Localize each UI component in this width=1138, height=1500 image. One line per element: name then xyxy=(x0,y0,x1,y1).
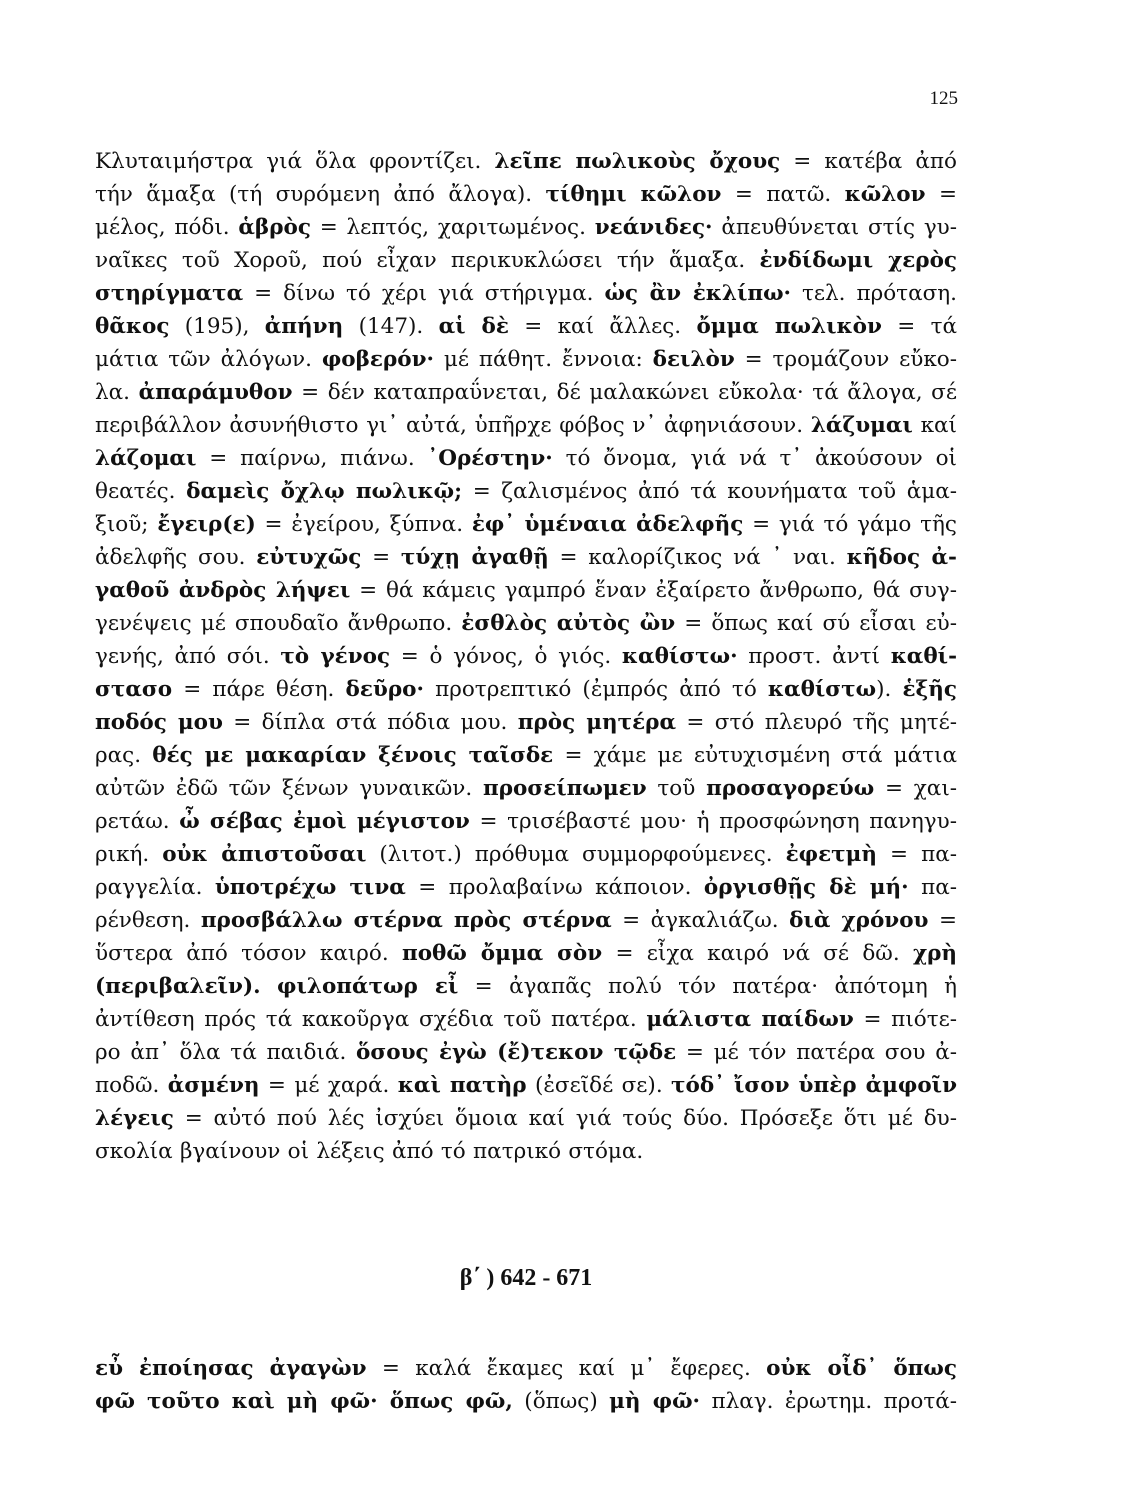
lemma-term: δειλὸν xyxy=(652,347,735,372)
gloss-text: = τρομάζουν εὔκο- xyxy=(734,347,957,372)
gloss-text: = xyxy=(928,908,957,933)
lemma-term: λεῖπε πωλικοὺς ὄχους xyxy=(494,149,781,174)
text-line xyxy=(95,541,957,574)
page-content xyxy=(95,145,958,1414)
lemma-term: λάζυμαι xyxy=(810,413,913,438)
lemma-term: λάζομαι xyxy=(95,446,197,471)
gloss-text: προστ. ἀντί xyxy=(737,644,891,669)
gloss-text: = πάρε θέση. xyxy=(172,677,346,702)
text-line xyxy=(95,1003,957,1036)
lemma-term: ἔγειρ(ε) xyxy=(157,512,256,537)
gloss-text: = εἶχα καιρό νά σέ δῶ. xyxy=(602,941,913,966)
text-line xyxy=(95,211,957,244)
lemma-term: χρὴ xyxy=(912,941,958,966)
lemma-term: προσβάλλω στέρνα πρὸς στέρνα xyxy=(200,908,612,933)
text-line xyxy=(95,508,957,541)
gloss-text: περιβάλλον ἀσυνήθιστο γι᾽ αὐτά, ὑπῆρχε φόβος ν᾽ ἀφηνιάσουν. xyxy=(95,413,811,438)
gloss-text: = μέ τόν πατέρα σου ἀ- xyxy=(676,1040,957,1065)
gloss-text: = πατῶ. xyxy=(721,182,845,207)
lemma-term: προσαγορεύω xyxy=(706,776,875,801)
lemma-term: διὰ χρόνου xyxy=(789,908,929,933)
gloss-text: = δέν καταπραΰνεται, δέ μαλακώνει εὔκολα· τά ἄλογα, σέ xyxy=(292,380,957,405)
lemma-term: οὐκ ἀπιστοῦσαι xyxy=(162,842,367,867)
gloss-text: = μέ χαρά. xyxy=(259,1073,398,1098)
gloss-text: ἀντίθεση πρός τά κακοῦργα σχέδια τοῦ πατέρα. xyxy=(95,1007,647,1032)
gloss-text: = ὁ γόνος, ὁ γιός. xyxy=(390,644,622,669)
gloss-text: = καί ἄλλες. xyxy=(508,314,697,339)
text-line xyxy=(95,871,957,904)
gloss-text: = θά κάμεις γαμπρό ἕναν ἐξαίρετο ἄνθρωπο, θά συγ- xyxy=(350,578,957,603)
lemma-term: ἐνδίδωμι χερὸς xyxy=(759,248,958,273)
lemma-term: ἀσμένη xyxy=(167,1073,260,1098)
gloss-text: = πιότε- xyxy=(853,1007,957,1032)
text-line xyxy=(95,1102,957,1135)
lemma-term: γαθοῦ ἀνδρὸς λήψει xyxy=(95,578,351,603)
text-line xyxy=(95,838,957,871)
gloss-text: (195), xyxy=(169,314,265,339)
text-line xyxy=(95,706,957,739)
lemma-term: μὴ φῶ· xyxy=(609,1389,701,1414)
text-line xyxy=(95,442,957,475)
gloss-text: = δίνω τό χέρι γιά στήριγμα. xyxy=(243,281,605,306)
gloss-text: = καλά ἔκαμες καί μ᾽ ἔφερες. xyxy=(366,1356,767,1381)
lemma-term: λέγεις xyxy=(95,1106,174,1131)
lemma-term: ὅσους ἐγὼ (ἔ)τεκον τῷδε xyxy=(356,1040,677,1065)
gloss-text: = xyxy=(361,545,401,570)
lemma-term: φοβερόν· xyxy=(321,347,435,372)
lemma-term: νεάνιδες· xyxy=(594,215,713,240)
gloss-text: γενέψεις μέ σπουδαῖο ἄνθρωπο. xyxy=(95,611,462,636)
gloss-text: μέλος, πόδι. xyxy=(95,215,239,240)
text-line xyxy=(95,343,957,376)
gloss-text: πα- xyxy=(908,875,957,900)
gloss-text: τό ὄνομα, γιά νά τ᾽ ἀκούσουν οἱ xyxy=(552,446,957,471)
gloss-text: = ὅπως καί σύ εἶσαι εὐ- xyxy=(675,611,957,636)
lemma-term: ὄμμα πωλικὸν xyxy=(696,314,882,339)
lemma-term: πρὸς μητέρα xyxy=(517,710,677,735)
text-line xyxy=(95,607,957,640)
gloss-text: γενής, ἀπό σόι. xyxy=(95,644,281,669)
gloss-text: ρο ἀπ᾽ ὅλα τά παιδιά. xyxy=(95,1040,357,1065)
gloss-text: σκολία βγαίνουν οἱ λέξεις ἀπό τό πατρικό στόμα. xyxy=(95,1139,644,1164)
lemma-term: (περιβαλεῖν). xyxy=(95,974,261,999)
gloss-text: = δίπλα στά πόδια μου. xyxy=(222,710,518,735)
gloss-text: καί xyxy=(912,413,957,438)
gloss-text: ρένθεση. xyxy=(95,908,201,933)
gloss-text: προτρεπτικό (ἐμπρός ἀπό τό xyxy=(423,677,768,702)
commentary-paragraph-1 xyxy=(95,145,957,1168)
gloss-text: ξιοῦ; xyxy=(95,512,158,537)
gloss-text: (λιτοτ.) πρόθυμα συμμορφούμενες. xyxy=(366,842,786,867)
lemma-term: τύχῃ ἀγαθῇ xyxy=(400,545,549,570)
lemma-term: τὸ γένος xyxy=(280,644,391,669)
gloss-text: ἀπευθύνεται στίς γυ- xyxy=(712,215,958,240)
gloss-text: λα. xyxy=(95,380,139,405)
lemma-term: ᾽Ορέστην· xyxy=(427,446,553,471)
gloss-text: ἀδελφῆς σου. xyxy=(95,545,257,570)
text-line xyxy=(95,376,957,409)
gloss-text: ναῖκες τοῦ Χοροῦ, πού εἶχαν περικυκλώσει τήν ἅμαξα. xyxy=(95,248,760,273)
lemma-term: ἐφετμὴ xyxy=(785,842,878,867)
gloss-text: ρετάω. xyxy=(95,809,180,834)
lemma-term: φῶ τοῦτο καὶ μὴ φῶ· ὅπως φῶ, xyxy=(95,1389,513,1414)
gloss-text: = ἀγαπᾶς πολύ τόν πατέρα· ἀπότομη ἡ xyxy=(458,974,958,999)
text-line xyxy=(95,145,957,178)
gloss-text: (ὅπως) xyxy=(512,1389,610,1414)
text-line xyxy=(95,1135,957,1168)
lemma-term: ἀπαράμυθον xyxy=(138,380,293,405)
lemma-term: τόδ᾽ ἴσον ὑπὲρ ἀμφοῖν xyxy=(671,1073,957,1098)
lemma-term: ὑποτρέχω τινα xyxy=(214,875,406,900)
gloss-text: ραγγελία. xyxy=(95,875,215,900)
gloss-text: μάτια τῶν ἀλόγων. xyxy=(95,347,322,372)
text-line xyxy=(95,1036,957,1069)
lemma-term: στηρίγματα xyxy=(95,281,244,306)
text-line xyxy=(95,310,957,343)
lemma-term: μάλιστα παίδων xyxy=(646,1007,854,1032)
text-line xyxy=(95,805,957,838)
lemma-term: αἱ δὲ xyxy=(438,314,509,339)
lemma-term: ἐφ᾽ ὑμέναια ἀδελφῆς xyxy=(471,512,744,537)
lemma-term: στασο xyxy=(95,677,173,702)
lemma-term: κῶλον xyxy=(844,182,926,207)
lemma-term: καθίστω xyxy=(767,677,877,702)
gloss-text: τήν ἅμαξα (τή συρόμενη ἀπό ἄλογα). xyxy=(95,182,546,207)
text-line xyxy=(95,409,957,442)
lemma-term: ποδός μου xyxy=(95,710,223,735)
lemma-term: ὡς ἂν ἐκλίπω· xyxy=(604,281,792,306)
gloss-text: = παίρνω, πιάνω. xyxy=(196,446,428,471)
lemma-term: καὶ πατὴρ xyxy=(397,1073,527,1098)
lemma-term: εὖ ἐποίησας ἀγαγὼν xyxy=(95,1356,367,1381)
text-line xyxy=(95,937,957,970)
gloss-text: = λεπτός, χαριτωμένος. xyxy=(310,215,595,240)
text-line xyxy=(95,970,957,1003)
gloss-text: τελ. πρόταση. xyxy=(791,281,957,306)
text-line xyxy=(95,739,957,772)
gloss-text: = ζαλισμένος ἀπό τά κουνήματα τοῦ ἁμα- xyxy=(462,479,957,504)
text-line xyxy=(95,640,957,673)
gloss-text: θεατές. xyxy=(95,479,187,504)
gloss-text: μέ πάθητ. ἔννοια: xyxy=(434,347,653,372)
lemma-term: ἁβρὸς xyxy=(238,215,311,240)
gloss-text: Κλυταιμήστρα γιά ὅλα φροντίζει. xyxy=(95,149,495,174)
lemma-term: καθίστω· xyxy=(621,644,738,669)
gloss-text: ρας. xyxy=(95,743,153,768)
lemma-term: ποθῶ ὄμμα σὸν xyxy=(401,941,603,966)
gloss-text: = στό πλευρό τῆς μητέ- xyxy=(676,710,957,735)
lemma-term: ἐσθλὸς αὐτὸς ὢν xyxy=(461,611,676,636)
lemma-term: ὦ σέβας ἐμοὶ μέγιστον xyxy=(179,809,470,834)
lemma-term: θές με μακαρίαν ξένοις ταῖσδε xyxy=(152,743,554,768)
text-line xyxy=(95,1352,957,1385)
gloss-text: πλαγ. ἐρωτημ. προτά- xyxy=(700,1389,957,1414)
gloss-text: = ἐγείρου, ξύπνα. xyxy=(255,512,472,537)
gloss-text: = xyxy=(925,182,957,207)
lemma-term: οὐκ οἶδ᾽ ὅπως xyxy=(766,1356,957,1381)
lemma-term: εὐτυχῶς xyxy=(256,545,362,570)
gloss-text xyxy=(261,974,277,999)
text-line xyxy=(95,244,957,277)
gloss-text: = πα- xyxy=(877,842,957,867)
gloss-text: = κατέβα ἀπό xyxy=(780,149,957,174)
text-line xyxy=(95,1069,957,1102)
lemma-term: ἑξῆς xyxy=(902,677,957,702)
gloss-text: = γιά τό γάμο τῆς xyxy=(743,512,957,537)
lemma-term: τίθημι κῶλον xyxy=(545,182,722,207)
lemma-term: κῆδος ἀ- xyxy=(846,545,957,570)
gloss-text: ὕστερα ἀπό τόσον καιρό. xyxy=(95,941,402,966)
gloss-text: ). xyxy=(876,677,903,702)
gloss-text: = ἀγκαλιάζω. xyxy=(611,908,790,933)
text-line xyxy=(95,475,957,508)
gloss-text: = τρισέβαστέ μου· ἡ προσφώνηση πανηγυ- xyxy=(469,809,957,834)
lemma-term: προσείπωμεν xyxy=(482,776,647,801)
gloss-text: = τά xyxy=(881,314,957,339)
lemma-term: ὀργισθῇς δὲ μή· xyxy=(703,875,909,900)
gloss-text: ποδῶ. xyxy=(95,1073,168,1098)
gloss-text: = αὐτό πού λές ἰσχύει ὅμοια καί γιά τούς δύο. Πρόσεξε ὅτι μέ δυ- xyxy=(173,1106,957,1131)
gloss-text: (147). xyxy=(343,314,439,339)
gloss-text: = καλορίζικος νά ᾽ ναι. xyxy=(548,545,847,570)
gloss-text: = χάμε με εὐτυχισμένη στά μάτια xyxy=(553,743,957,768)
text-line xyxy=(95,673,957,706)
lemma-term: δαμεὶς ὄχλῳ πωλικῷ; xyxy=(186,479,463,504)
lemma-term: φιλοπάτωρ εἶ xyxy=(277,974,459,999)
lemma-term: θᾶκος xyxy=(95,314,170,339)
lemma-term: καθί- xyxy=(890,644,958,669)
commentary-paragraph-2 xyxy=(95,1352,957,1418)
lemma-term: δεῦρο· xyxy=(345,677,424,702)
gloss-text: = χαι- xyxy=(874,776,958,801)
lemma-term: ἀπήνη xyxy=(264,314,344,339)
text-line xyxy=(95,277,957,310)
gloss-text: ρική. xyxy=(95,842,163,867)
text-line xyxy=(95,772,957,805)
gloss-text: (ἐσεῖδέ σε). xyxy=(526,1073,672,1098)
section-heading: β΄ ) 642 - 671 xyxy=(459,1265,593,1291)
text-line xyxy=(95,178,957,211)
text-line xyxy=(95,574,957,607)
gloss-text: τοῦ xyxy=(646,776,707,801)
text-line xyxy=(95,904,957,937)
page-number: 125 xyxy=(929,88,958,109)
gloss-text: αὐτῶν ἐδῶ τῶν ξένων γυναικῶν. xyxy=(95,776,483,801)
gloss-text: = προλαβαίνω κάποιον. xyxy=(405,875,704,900)
text-line xyxy=(95,1385,957,1418)
